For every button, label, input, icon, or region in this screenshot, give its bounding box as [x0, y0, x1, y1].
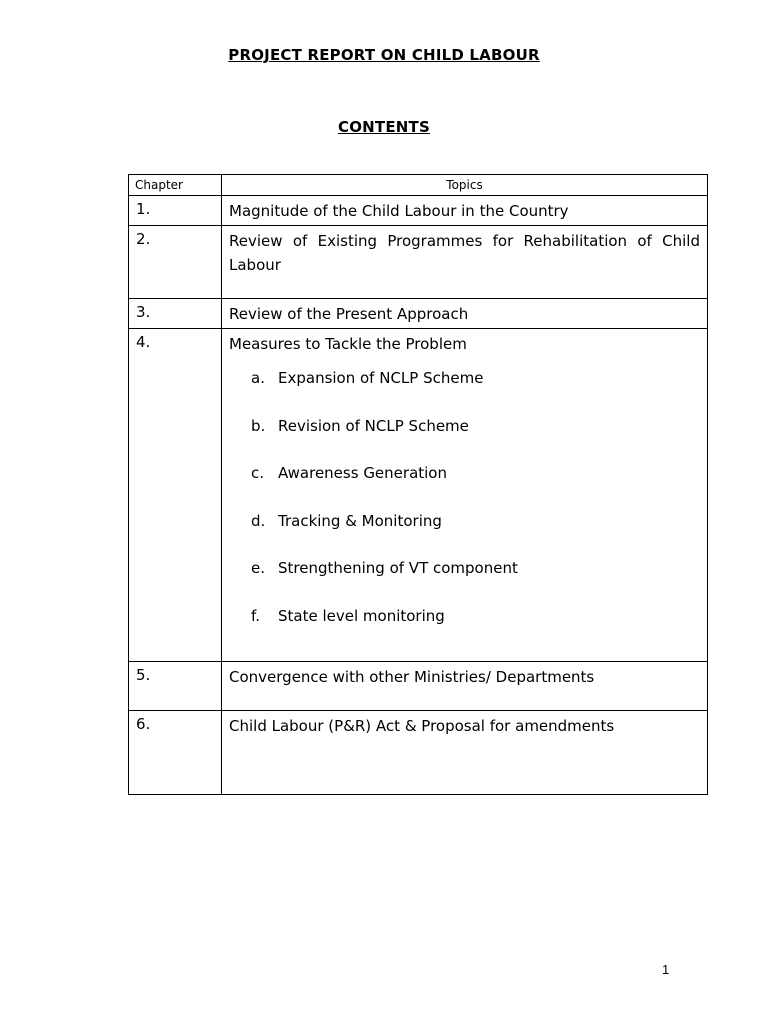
chapter-topic: Magnitude of the Child Labour in the Country [222, 196, 708, 226]
table-row [129, 662, 708, 711]
subtopic-letter: e. [251, 559, 265, 578]
table-row [129, 329, 708, 662]
subtopic-item [251, 414, 700, 462]
chapter-number: 1. [129, 196, 222, 226]
subtopic-letter: a. [251, 369, 265, 387]
chapter-number: 4. [129, 329, 222, 662]
subtopic-text: Tracking & Monitoring [278, 511, 442, 530]
column-header-chapter: Chapter [129, 175, 222, 196]
page-number: 1 [662, 962, 670, 977]
subtopic-item [251, 556, 700, 604]
subtopic-item [251, 461, 700, 509]
chapter-number: 3. [129, 299, 222, 329]
subtopic-text: Strengthening of VT component [278, 559, 518, 578]
contents-table [128, 174, 708, 795]
subtopic-item [251, 509, 700, 557]
subtopic-text: State level monitoring [278, 606, 445, 625]
chapter-topic: Review of the Present Approach [222, 299, 708, 329]
contents-heading: CONTENTS [338, 118, 430, 136]
table-row [129, 299, 708, 329]
subtopic-text: Revision of NCLP Scheme [278, 416, 469, 435]
subtopic-text: Expansion of NCLP Scheme [278, 369, 484, 387]
table-header-row [129, 175, 708, 196]
chapter-topic: Measures to Tackle the Problem [229, 335, 467, 353]
column-header-topics: Topics [222, 175, 708, 196]
subtopic-item [251, 366, 700, 414]
chapter-number: 2. [129, 226, 222, 299]
chapter-number: 5. [129, 662, 222, 711]
table-row [129, 196, 708, 226]
subtopic-letter: d. [251, 511, 266, 530]
subtopic-item [251, 604, 700, 652]
report-title: PROJECT REPORT ON CHILD LABOUR [228, 46, 540, 64]
subtopic-letter: c. [251, 464, 265, 483]
table-row [129, 711, 708, 795]
subtopic-list [229, 366, 700, 652]
chapter-topic: Child Labour (P&R) Act & Proposal for amendments [222, 711, 708, 795]
table-row [129, 226, 708, 299]
chapter-topic: Convergence with other Ministries/ Departments [222, 662, 708, 711]
subtopic-letter: f. [251, 606, 260, 625]
chapter-number: 6. [129, 711, 222, 795]
chapter-topic-cell [222, 329, 708, 662]
subtopic-letter: b. [251, 416, 266, 435]
chapter-topic: Review of Existing Programmes for Rehabilitation of Child Labour [222, 226, 708, 299]
subtopic-text: Awareness Generation [278, 464, 447, 483]
